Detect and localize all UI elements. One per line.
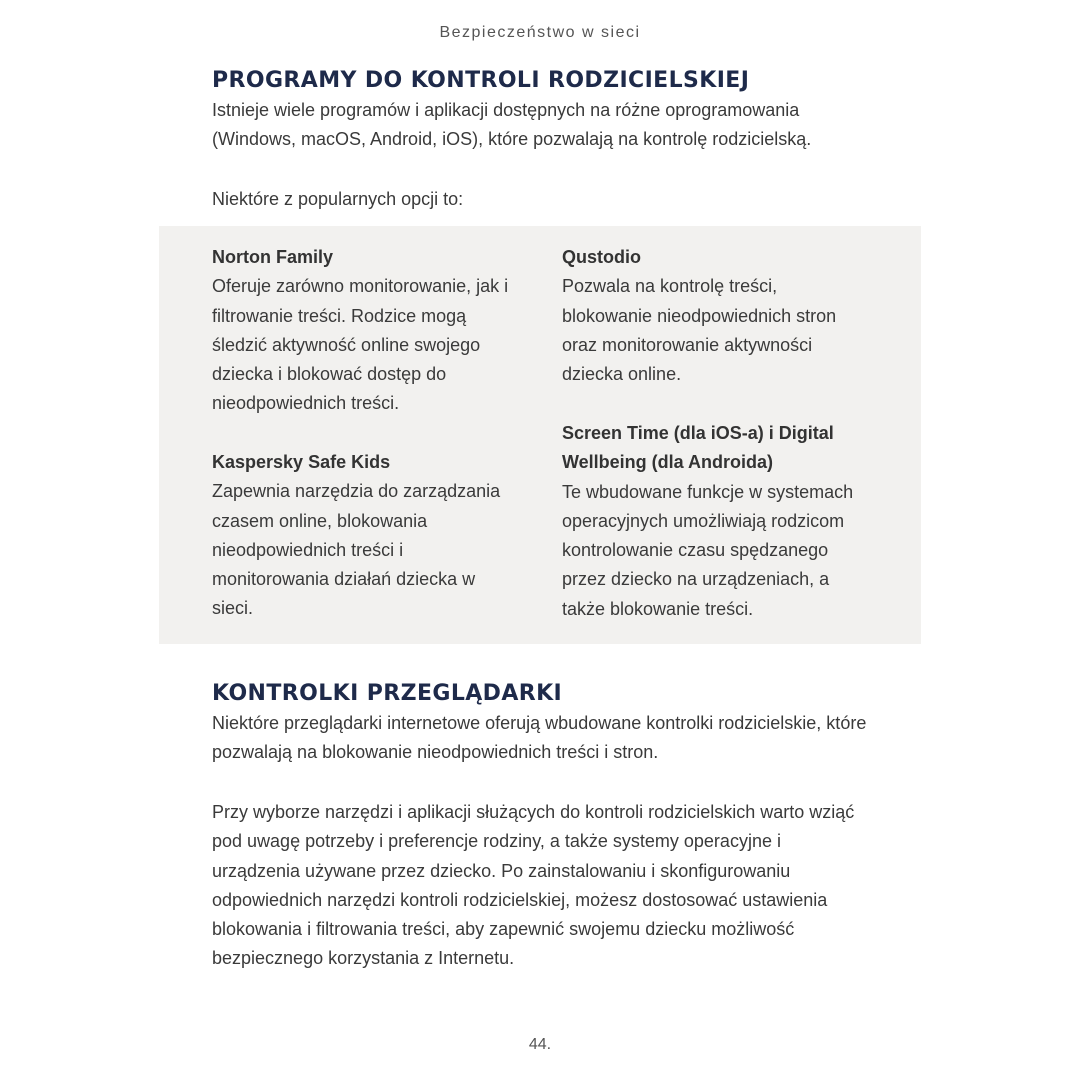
section-browser-controls (212, 679, 870, 768)
section-intro: Istnieje wiele programów i aplikacji dostępnych na różne oprogramowania (Windows, macOS, Android, iOS), które pozwalają na kontrolę rodzicielską. (212, 100, 812, 150)
program-name: Norton Family (212, 247, 334, 267)
section-parental-programs (212, 66, 870, 155)
program-card-kaspersky (212, 448, 519, 624)
section-title-browser-controls: KONTROLKI PRZEGLĄDARKI (212, 681, 563, 706)
program-description: Te wbudowane funkcje w systemach operacyjnych umożliwiają rodzicom kontrolowanie czasu spędzanego przez dziecko na urządzeniach, a także blokowanie treści. (562, 481, 854, 619)
page-number: 44. (528, 1036, 552, 1053)
program-card-norton (212, 243, 519, 419)
program-card-screen-time (562, 419, 869, 624)
program-name: Screen Time (dla iOS-a) i Digital Wellbeing (dla Androida) (562, 423, 834, 473)
program-description: Oferuje zarówno monitorowanie, jak i filtrowanie treści. Rodzice mogą śledzić aktywność online swojego dziecka i blokować dostęp do nieodpowiednich treści. (212, 276, 509, 414)
program-description: Zapewnia narzędzia do zarządzania czasem online, blokowania nieodpowiednich treści i monitorowania działań dziecka w sieci. (212, 481, 501, 619)
program-name: Qustodio (562, 247, 641, 267)
program-name: Kaspersky Safe Kids (212, 452, 391, 472)
program-description: Pozwala na kontrolę treści, blokowanie nieodpowiednich stron oraz monitorowanie aktywności dziecka online. (562, 276, 837, 385)
options-lead: Niektóre z popularnych opcji to: (212, 189, 464, 209)
program-card-qustodio (562, 243, 869, 389)
section-intro: Niektóre przeglądarki internetowe oferują wbudowane kontrolki rodzicielskie, które pozwalają na blokowanie nieodpowiednich treści i stron. (212, 713, 867, 763)
section-title-parental-programs: PROGRAMY DO KONTROLI RODZICIELSKIEJ (212, 68, 750, 93)
running-head: Bezpieczeństwo w sieci (439, 24, 641, 41)
closing-paragraph: Przy wyborze narzędzi i aplikacji służących do kontroli rodzicielskich warto wziąć pod uwagę potrzeby i preferencje rodziny, a także systemy operacyjne i urządzenia używane przez dziecko. Po zainstalowaniu i skonfigurowaniu odpowiednich narzędzi kontroli rodzicielskiej, możesz dostosować ustawienia blokowania i filtrowania treści, aby zapewnić swojemu dziecku możliwość bezpiecznego korzystania z Internetu. (212, 802, 855, 969)
